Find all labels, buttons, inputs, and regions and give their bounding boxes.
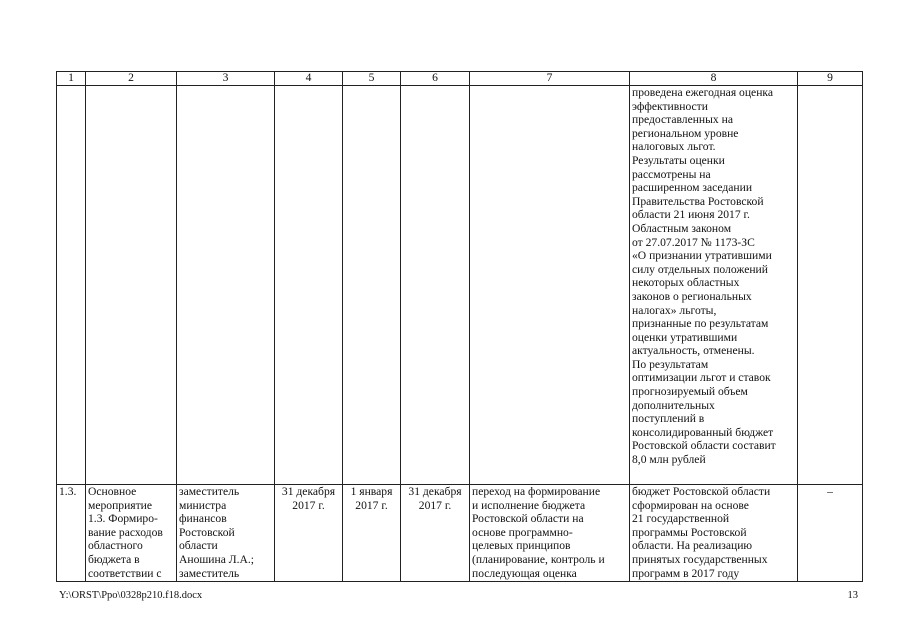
cell-responsible [177,86,275,485]
cell-actual-start: 1 января 2017 г. [343,485,401,582]
col-header-4: 4 [275,72,343,86]
cell-actual-result: бюджет Ростовской области сформирован на основе 21 государственной программы Ростовской области. На реализацию принятых государственных программ в 2017 году [630,485,798,582]
col-header-6: 6 [401,72,470,86]
table-row [57,86,863,485]
cell-actual-end [401,86,470,485]
col-header-8: 8 [630,72,798,86]
cell-actual-end: 31 декабря 2017 г. [401,485,470,582]
col-header-7: 7 [470,72,630,86]
cell-activity [86,86,177,485]
cell-actual-start [343,86,401,485]
col-header-5: 5 [343,72,401,86]
cell-planned-end: 31 декабря 2017 г. [275,485,343,582]
cell-responsible: заместитель министра финансов Ростовской области Аношина Л.А.; заместитель [177,485,275,582]
cell-reasons: – [798,485,863,582]
table-row [57,485,863,582]
cell-number [57,86,86,485]
col-header-1: 1 [57,72,86,86]
report-table [56,71,863,582]
cell-planned-end [275,86,343,485]
header-row [57,72,863,86]
col-header-9: 9 [798,72,863,86]
cell-planned-result [470,86,630,485]
file-path-footer: Y:\ORST\Ppo\0328p210.f18.docx [59,590,203,601]
cell-number: 1.3. [57,485,86,582]
col-header-2: 2 [86,72,177,86]
cell-actual-result: проведена ежегодная оценка эффективности предоставленных на региональном уровне налоговых льгот. Результаты оценки рассмотрены на расширенном заседании Правительства Ростовской области 21 июня 2017 г. Областным законом от 27.07.2017 № 1173-ЗС «О признании утратившими силу отдельных положений некоторых областных законов о региональных налогах» льготы, признанные по результатам оценки утратившими актуальность, отменены. По результатам оптимизации льгот и ставок прогнозируемый объем дополнительных поступлений в консолидированный бюджет Ростовской области составит 8,0 млн рублей [630,86,798,485]
col-header-3: 3 [177,72,275,86]
cell-planned-result: переход на формирование и исполнение бюджета Ростовской области на основе программно- целевых принципов (планирование, контроль и последующая оценка [470,485,630,582]
cell-activity: Основное мероприятие 1.3. Формиро- вание расходов областного бюджета в соответствии с [86,485,177,582]
page-number: 13 [847,590,858,601]
cell-reasons [798,86,863,485]
